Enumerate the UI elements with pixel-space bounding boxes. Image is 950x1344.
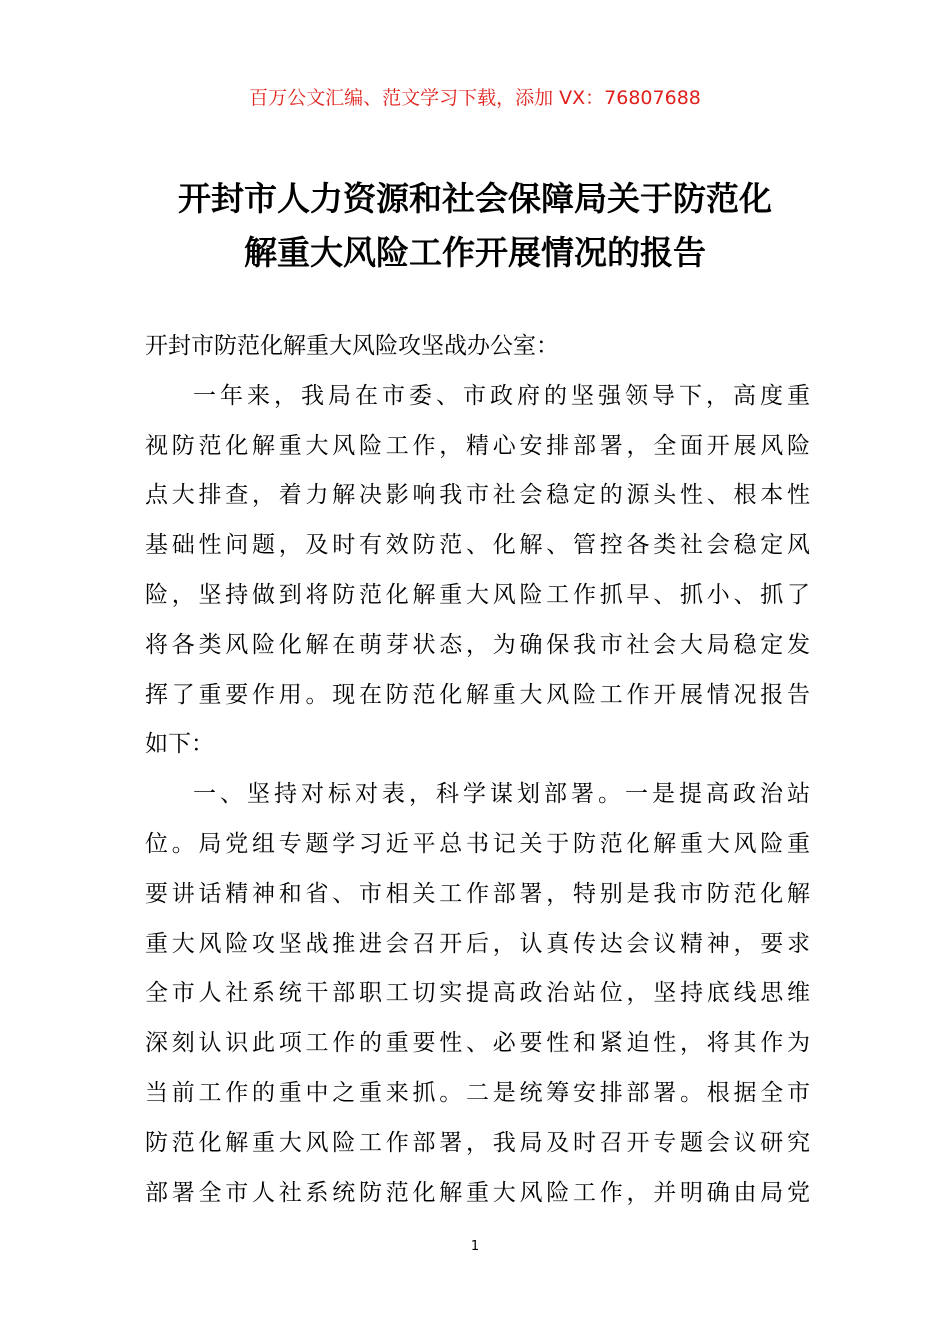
title-line-2: 解重大风险工作开展情况的报告 bbox=[244, 233, 706, 272]
header-banner: 百万公文汇编、范文学习下载，添加 VX：76807688 bbox=[249, 87, 701, 109]
paragraph-line: 如下： bbox=[145, 731, 214, 758]
paragraph-line: 将各类风险化解在萌芽状态，为确保我市社会大局稳定发 bbox=[145, 631, 810, 658]
paragraph-line: 基础性问题，及时有效防范、化解、管控各类社会稳定风 bbox=[145, 532, 810, 559]
document-title bbox=[130, 172, 820, 280]
title-line-1: 开封市人力资源和社会保障局关于防范化 bbox=[178, 179, 772, 218]
paragraph-line: 当前工作的重中之重来抓。二是统筹安排部署。根据全市 bbox=[145, 1079, 810, 1106]
paragraph-line: 全市人社系统干部职工切实提高政治站位，坚持底线思维 bbox=[145, 980, 810, 1007]
paragraph-line: 一、坚持对标对表，科学谋划部署。一是提高政治站 bbox=[193, 781, 810, 808]
paragraph-line: 一年来，我局在市委、市政府的坚强领导下，高度重 bbox=[193, 382, 810, 409]
paragraph-line: 防范化解重大风险工作部署，我局及时召开专题会议研究 bbox=[145, 1129, 810, 1156]
paragraph-line: 深刻认识此项工作的重要性、必要性和紧迫性，将其作为 bbox=[145, 1030, 810, 1057]
paragraph-line: 位。局党组专题学习近平总书记关于防范化解重大风险重 bbox=[145, 830, 810, 857]
paragraph-line: 要讲话精神和省、市相关工作部署，特别是我市防范化解 bbox=[145, 880, 810, 907]
salutation: 开封市防范化解重大风险攻坚战办公室： bbox=[145, 333, 559, 359]
paragraph-line: 挥了重要作用。现在防范化解重大风险工作开展情况报告 bbox=[145, 681, 810, 708]
page-number: 1 bbox=[470, 1239, 480, 1254]
paragraph-line: 视防范化解重大风险工作，精心安排部署，全面开展风险 bbox=[145, 432, 810, 459]
paragraph-line: 点大排查，着力解决影响我市社会稳定的源头性、根本性 bbox=[145, 482, 810, 509]
paragraph-line: 重大风险攻坚战推进会召开后，认真传达会议精神，要求 bbox=[145, 930, 810, 957]
document-body bbox=[145, 322, 810, 1218]
paragraph-line: 险，坚持做到将防范化解重大风险工作抓早、抓小、抓了 bbox=[145, 581, 810, 608]
paragraph-line: 部署全市人社系统防范化解重大风险工作，并明确由局党 bbox=[145, 1179, 810, 1206]
